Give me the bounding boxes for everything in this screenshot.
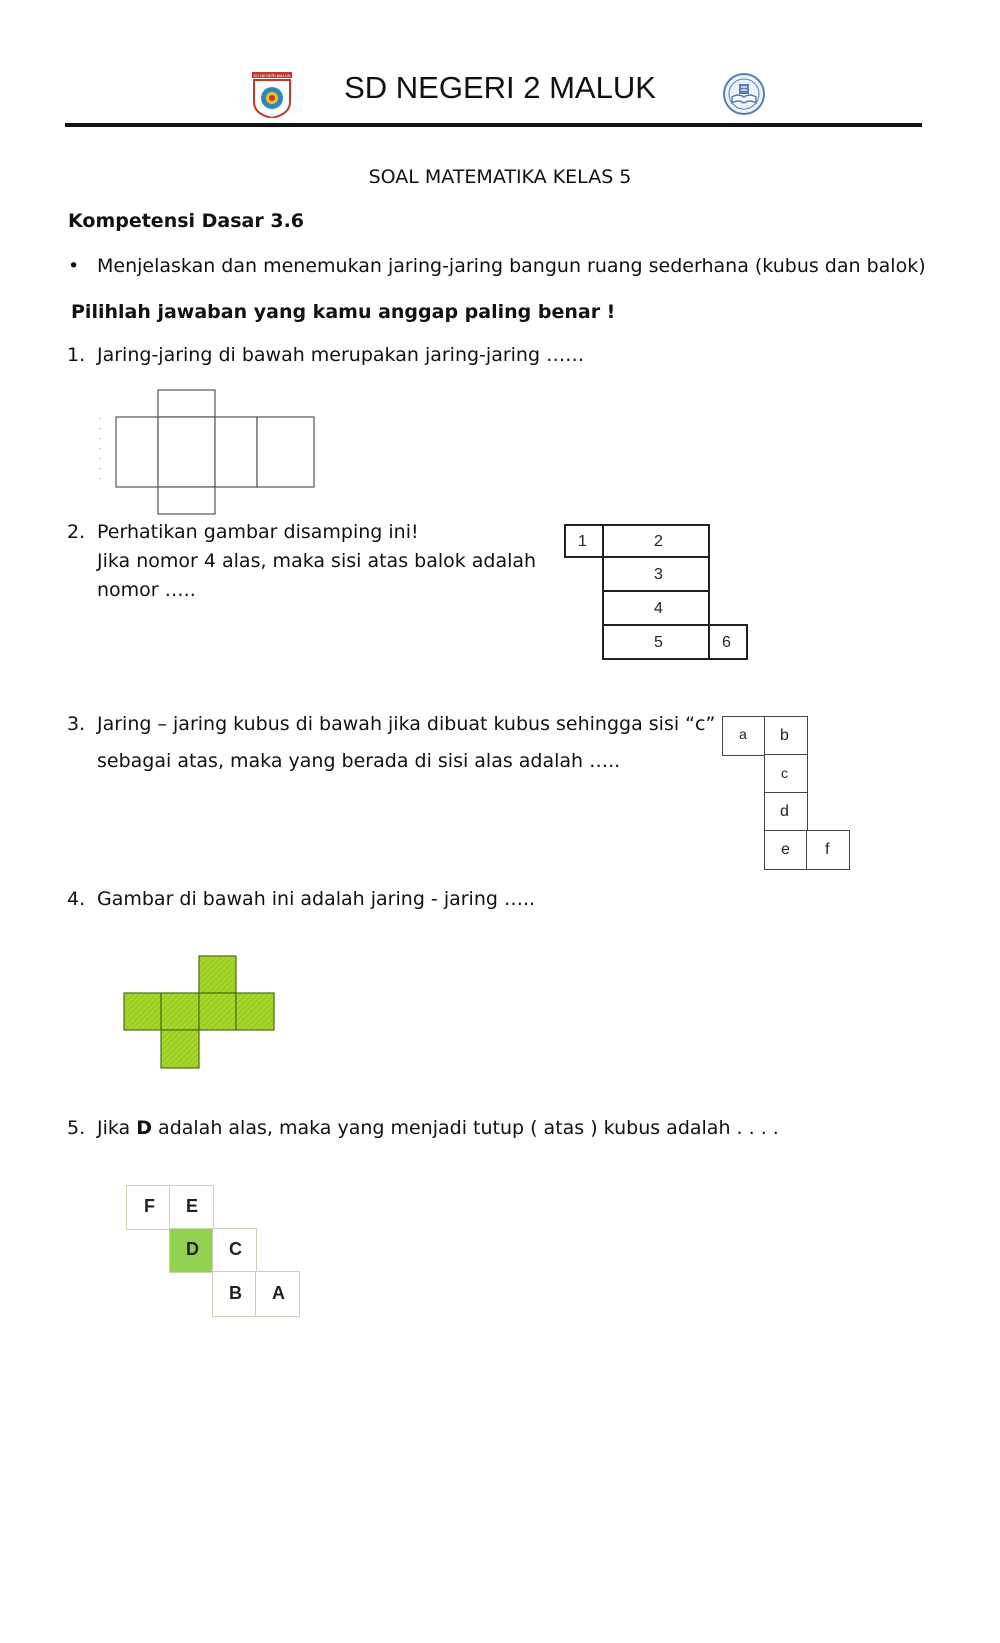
question-1-text: Jaring-jaring di bawah merupakan jaring-jaring …… bbox=[97, 344, 585, 366]
question-2-line-2: Jika nomor 4 alas, maka sisi atas balok adalah bbox=[97, 550, 537, 572]
q2-face-6: 6 bbox=[708, 624, 748, 660]
question-2-number: 2. bbox=[67, 521, 86, 543]
q1-net-face bbox=[158, 390, 215, 417]
q4-face bbox=[161, 993, 199, 1030]
question-3-line-1: Jaring – jaring kubus di bawah jika dibuat kubus sehingga sisi “c” bbox=[97, 713, 716, 735]
question-4-number: 4. bbox=[67, 888, 86, 910]
q5-face-C: C bbox=[212, 1228, 257, 1273]
q3-face-a: a bbox=[722, 716, 766, 756]
question-2-line-1: Perhatikan gambar disamping ini! bbox=[97, 521, 419, 543]
q5-face-F: F bbox=[126, 1185, 171, 1230]
q2-face-2: 2 bbox=[602, 524, 710, 558]
question-4-green-net-figure bbox=[122, 954, 282, 1074]
q5-face-E: E bbox=[169, 1185, 214, 1230]
q2-face-5: 5 bbox=[602, 624, 710, 660]
regency-emblem-icon bbox=[250, 72, 294, 118]
school-title: SD NEGERI 2 MALUK bbox=[344, 70, 656, 105]
q3-face-c: c bbox=[764, 754, 808, 794]
q3-face-e: e bbox=[764, 830, 808, 870]
question-2-line-3: nomor ….. bbox=[97, 579, 196, 601]
question-3-line-2: sebagai atas, maka yang berada di sisi alas adalah ….. bbox=[97, 750, 621, 772]
q1-net-face bbox=[158, 417, 215, 487]
question-4-text: Gambar di bawah ini adalah jaring - jaring ….. bbox=[97, 888, 536, 910]
question-1-number: 1. bbox=[67, 344, 86, 366]
question-3-number: 3. bbox=[67, 713, 86, 735]
q3-face-f: f bbox=[806, 830, 850, 870]
question-2-net-figure bbox=[560, 520, 760, 665]
question-5-text: Jika D adalah alas, maka yang menjadi tutup ( atas ) kubus adalah . . . . bbox=[97, 1117, 779, 1139]
question-1-net-figure bbox=[96, 388, 326, 518]
instruction-text: Pilihlah jawaban yang kamu anggap paling benar ! bbox=[71, 301, 616, 323]
q1-net-face bbox=[257, 417, 314, 487]
logo-caption: SD NEGERI MALUK bbox=[253, 73, 291, 78]
q5-face-D-highlighted: D bbox=[169, 1228, 214, 1273]
q5-face-A: A bbox=[255, 1271, 300, 1317]
bullet-icon: • bbox=[68, 255, 80, 277]
q3-face-d: d bbox=[764, 792, 808, 832]
question-5-net-figure bbox=[126, 1185, 306, 1325]
q2-face-1: 1 bbox=[564, 524, 604, 558]
q4-face bbox=[199, 993, 236, 1030]
q1-net-face bbox=[215, 417, 257, 487]
q5-face-B: B bbox=[212, 1271, 257, 1317]
competency-bullet-text: Menjelaskan dan menemukan jaring-jaring bangun ruang sederhana (kubus dan balok) bbox=[97, 255, 926, 277]
header-divider bbox=[65, 123, 922, 127]
q1-net-face bbox=[116, 417, 158, 487]
school-book-emblem-icon bbox=[722, 72, 766, 116]
q1-net-face bbox=[158, 487, 215, 514]
q4-face bbox=[236, 993, 274, 1030]
q4-face bbox=[199, 956, 236, 993]
competency-title: Kompetensi Dasar 3.6 bbox=[68, 210, 305, 232]
question-5-number: 5. bbox=[67, 1117, 86, 1139]
question-3-net-figure bbox=[722, 716, 862, 882]
q3-face-b: b bbox=[764, 716, 808, 756]
q2-face-4: 4 bbox=[602, 590, 710, 626]
document-subtitle: SOAL MATEMATIKA KELAS 5 bbox=[368, 166, 632, 188]
q2-face-3: 3 bbox=[602, 556, 710, 592]
q4-face bbox=[161, 1030, 199, 1068]
q4-face bbox=[124, 993, 161, 1030]
